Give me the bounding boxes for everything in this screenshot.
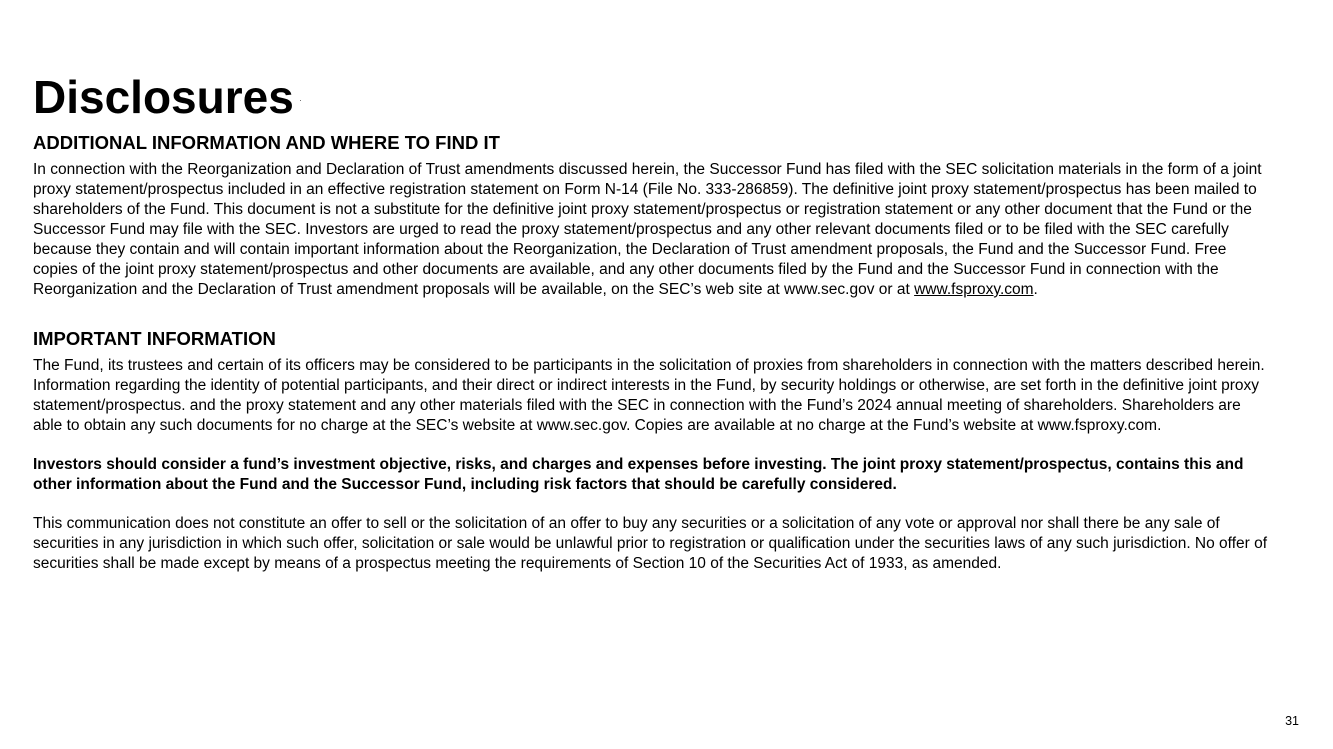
section-heading-additional-information: ADDITIONAL INFORMATION AND WHERE TO FIND IT xyxy=(33,132,500,153)
section-spacer xyxy=(33,300,1273,320)
offer-disclaimer-paragraph: This communication does not constitute an offer to sell or the solicitation of an offer to buy any securities or a solicitation of any vote or approval nor shall there be any sale of securities in any jurisdiction in which such offer, solicitation or sale would be unlawful prior to registration or qualification under the securities laws of any such jurisdiction. No offer of securities shall be made except by means of a prospectus meeting the requirements of Section 10 of the Securities Act of 1933, as amended. xyxy=(33,515,1268,572)
page-title xyxy=(33,70,1273,124)
additional-information-section xyxy=(33,132,1273,300)
investor-warning-paragraph: Investors should consider a fund’s investment objective, risks, and charges and expenses before investing. The joint proxy statement/prospectus, contains this and other information about the Fund and the Successor Fund, including risk factors that should be carefully considered. xyxy=(33,456,1244,493)
additional-information-period: . xyxy=(1033,281,1038,298)
additional-information-paragraph xyxy=(33,160,1273,300)
title-decorative-dot xyxy=(300,100,301,101)
section-heading-important-information: IMPORTANT INFORMATION xyxy=(33,328,276,349)
page-title-text: Disclosures xyxy=(33,71,294,123)
important-information-section xyxy=(33,328,1273,574)
page-number: 31 xyxy=(1285,714,1299,728)
important-information-paragraph: The Fund, its trustees and certain of its officers may be considered to be participants in the solicitation of proxies from shareholders in connection with the matters described herein. Information regarding the identity of potential participants, and their direct or indirect interests in the Fund, by security holdings or otherwise, are set forth in the definitive joint proxy statement/prospectus. and the proxy statement and any other materials filed with the SEC in connection with the Fund’s 2024 annual meeting of shareholders. Shareholders are able to obtain any such documents for no charge at the SEC’s website at www.sec.gov. Copies are available at no charge at the Fund’s website at www.fsproxy.com. xyxy=(33,357,1265,434)
paragraph-spacer xyxy=(33,436,1273,455)
fsproxy-link[interactable]: www.fsproxy.com xyxy=(914,281,1034,298)
paragraph-spacer xyxy=(33,495,1273,514)
disclosures-slide xyxy=(33,70,1273,574)
additional-information-text: In connection with the Reorganization and Declaration of Trust amendments discussed herein, the Successor Fund has filed with the SEC solicitation materials in the form of a joint proxy statement/prospectus included in an effective registration statement on Form N-14 (File No. 333-286859). The definitive joint proxy statement/prospectus has been mailed to shareholders of the Fund. This document is not a substitute for the definitive joint proxy statement/prospectus or registration statement or any other document that the Fund or the Successor Fund may file with the SEC. Investors are urged to read the proxy statement/prospectus and any other relevant documents filed or to be filed with the SEC carefully because they contain and will contain important information about the Reorganization, the Declaration of Trust amendment proposals, the Fund and the Successor Fund. Free copies of the joint proxy statement/prospectus and other documents are available, and any other documents filed by the Fund and the Successor Fund in connection with the Reorganization and the Declaration of Trust amendment proposals will be available, on the SEC’s web site at www.sec.gov or at xyxy=(33,161,1262,298)
